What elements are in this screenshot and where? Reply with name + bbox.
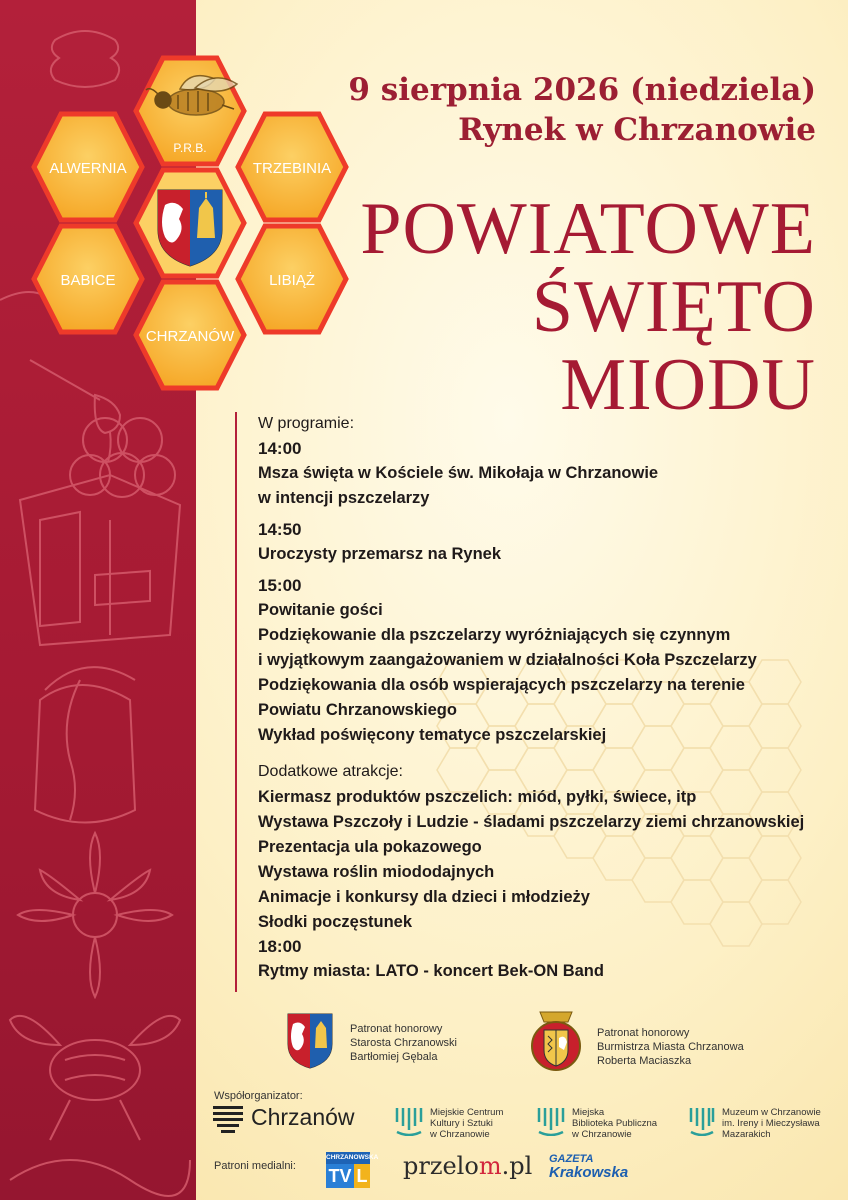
program-line: i wyjątkowym zaangażowaniem w działalności Koła Pszczelarzy xyxy=(258,651,757,669)
patron-role: Burmistrza Miasta Chrzanowa xyxy=(597,1041,744,1053)
mbp-logo-icon xyxy=(536,1106,566,1136)
mbp-line: Biblioteka Publiczna xyxy=(572,1118,658,1129)
hex-label-prb: P.R.B. xyxy=(173,141,207,155)
hex-label-chrzanow: CHRZANÓW xyxy=(145,328,235,345)
extra-heading: Dodatkowe atrakcje: xyxy=(258,763,403,780)
muzeum-line: Mazarakich xyxy=(722,1129,771,1140)
hex-label-babice: BABICE xyxy=(60,272,116,289)
chrzanowska-tv-logo xyxy=(326,1152,379,1188)
tv-logo-tv: TV xyxy=(326,1164,354,1188)
chrzanow-logo-icon xyxy=(213,1106,243,1136)
patron-person: Bartłomiej Gębala xyxy=(350,1051,438,1063)
program-line: Msza święta w Kościele św. Mikołaja w Chrzanowie xyxy=(258,464,659,482)
event-header xyxy=(300,70,816,150)
program-time: 15:00 xyxy=(258,576,302,595)
media-label: Patroni medialni: xyxy=(214,1160,296,1172)
gazeta-krakowska-logo xyxy=(549,1153,628,1179)
tv-logo-top: CHRZANOWSKA xyxy=(326,1152,370,1164)
mbp-line: w Chrzanowie xyxy=(572,1129,632,1140)
title-line-1: POWIATOWE xyxy=(360,188,816,270)
mbp-line: Miejska xyxy=(572,1107,605,1118)
event-date: 9 sierpnia 2026 (niedziela) xyxy=(348,72,816,108)
program-time: 14:50 xyxy=(258,520,302,539)
mck-logo-icon xyxy=(394,1106,424,1136)
extra-item: Animacje i konkursy dla dzieci i młodzieży xyxy=(258,888,590,906)
muzeum-logo-text xyxy=(722,1107,821,1140)
muzeum-logo-icon xyxy=(688,1106,716,1136)
event-title xyxy=(300,190,816,424)
coorganizer-label: Współorganizator: xyxy=(214,1090,303,1102)
final-time: 18:00 xyxy=(258,937,302,956)
przelom-logo-m: m xyxy=(478,1152,502,1180)
final-line: Rytmy miasta: LATO - koncert Bek-ON Band xyxy=(258,962,604,980)
przelom-logo xyxy=(403,1152,532,1180)
mck-line: w Chrzanowie xyxy=(430,1129,490,1140)
przelom-logo-b: .pl xyxy=(501,1152,533,1180)
extra-item: Kiermasz produktów pszczelich: miód, pyłki, świece, itp xyxy=(258,788,697,806)
title-line-2: ŚWIĘTO xyxy=(531,266,816,348)
tv-logo-l: L xyxy=(354,1164,370,1188)
patron-label: Patronat honorowy xyxy=(350,1023,443,1035)
chrzanow-city-coat-of-arms-icon xyxy=(530,1008,582,1072)
patron-role: Starosta Chrzanowski xyxy=(350,1037,457,1049)
program-line: Powitanie gości xyxy=(258,601,383,619)
extra-item: Prezentacja ula pokazowego xyxy=(258,838,482,856)
program-line: Wykład poświęcony tematyce pszczelarskiej xyxy=(258,726,607,744)
muzeum-line: Muzeum w Chrzanowie xyxy=(722,1107,821,1118)
mbp-logo-text xyxy=(572,1107,657,1140)
program-line: w intencji pszczelarzy xyxy=(258,489,430,507)
przelom-logo-a: przelo xyxy=(403,1152,479,1180)
program-heading: W programie: xyxy=(258,415,355,432)
mck-logo-text xyxy=(430,1107,503,1140)
event-place: Rynek w Chrzanowie xyxy=(458,112,816,148)
program-line: Podziękowania dla osób wspierających pszczelarzy na terenie xyxy=(258,676,745,694)
chrzanow-logo-text: Chrzanów xyxy=(251,1104,355,1130)
hex-label-libiaz: LIBIĄŻ xyxy=(269,272,315,289)
hex-label-alwernia: ALWERNIA xyxy=(49,160,127,177)
program-line: Podziękowanie dla pszczelarzy wyróżniających się czynnym xyxy=(258,626,731,644)
patron-burmistrz xyxy=(597,1026,744,1068)
patron-person: Roberta Maciaszka xyxy=(597,1055,692,1067)
program-line: Powiatu Chrzanowskiego xyxy=(258,701,457,719)
mck-line: Kultury i Sztuki xyxy=(430,1118,493,1129)
patron-starosta xyxy=(350,1022,457,1064)
program-time: 14:00 xyxy=(258,439,302,458)
mck-line: Miejskie Centrum xyxy=(430,1107,504,1118)
title-line-3: MIODU xyxy=(560,344,816,426)
starosta-coat-of-arms-icon xyxy=(286,1012,334,1070)
extra-item: Wystawa roślin miododajnych xyxy=(258,863,495,881)
gazeta-bottom: Krakowska xyxy=(549,1164,629,1181)
patron-label: Patronat honorowy xyxy=(597,1027,690,1039)
gazeta-top: GAZETA xyxy=(549,1153,594,1165)
extra-item: Słodki poczęstunek xyxy=(258,913,413,931)
program xyxy=(258,414,838,984)
program-line: Uroczysty przemarsz na Rynek xyxy=(258,545,502,563)
muzeum-line: im. Ireny i Mieczysława xyxy=(722,1118,820,1129)
extra-item: Wystawa Pszczoły i Ludzie - śladami pszczelarzy ziemi chrzanowskiej xyxy=(258,813,805,831)
hex-label-trzebinia: TRZEBINIA xyxy=(252,160,332,177)
